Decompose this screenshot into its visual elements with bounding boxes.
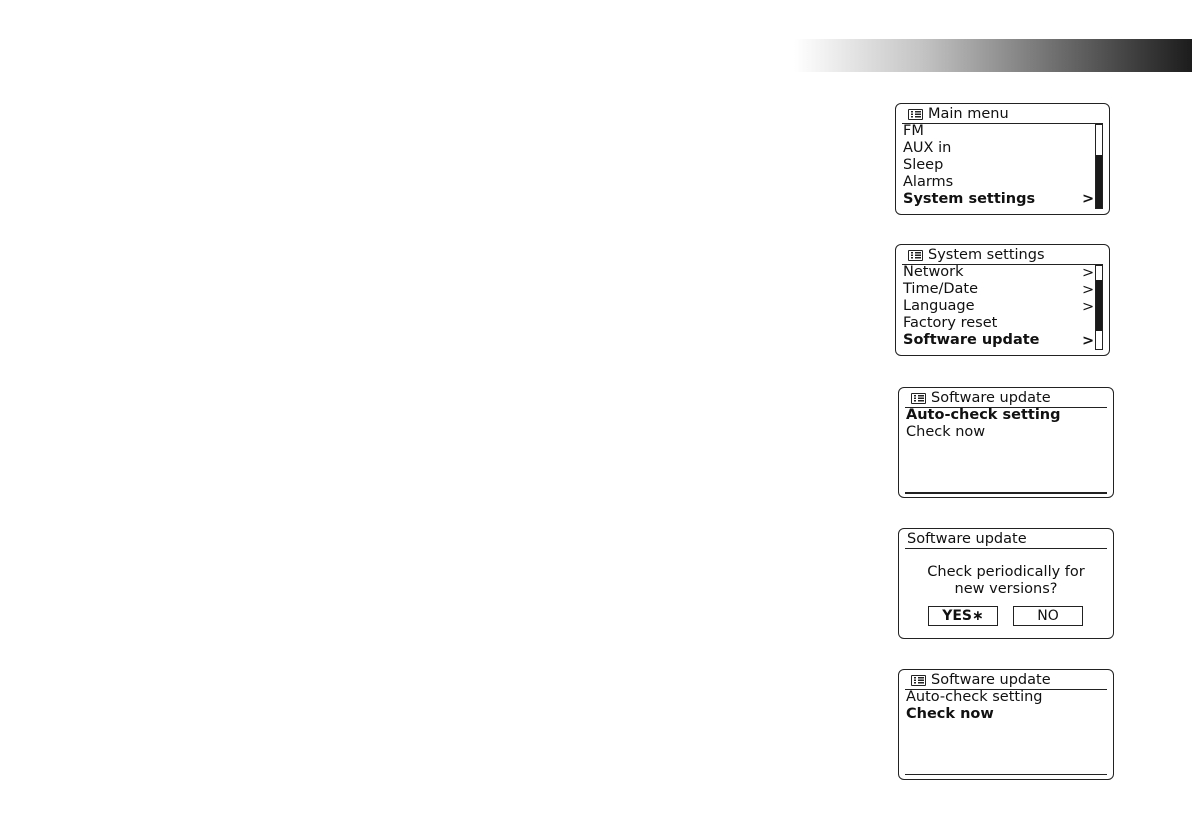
menu-item-aux-in[interactable]: AUX in — [903, 140, 952, 156]
scrollbar[interactable] — [1095, 265, 1103, 350]
software-update-arrow-icon: > — [1082, 333, 1095, 349]
software-update-screen-auto-check — [898, 387, 1114, 498]
submenu-arrow-icon: > — [1082, 191, 1095, 207]
bottom-divider — [905, 774, 1107, 775]
screen-title-bar — [902, 105, 1103, 124]
auto-check-dialog-screen — [898, 528, 1114, 639]
main-menu-screen — [895, 103, 1110, 215]
screen-title: Main menu — [928, 105, 1009, 122]
menu-item-network[interactable]: Network — [903, 264, 964, 280]
menu-item-time-date[interactable]: Time/Date — [903, 281, 979, 297]
screen-title-bar — [905, 530, 1107, 549]
menu-item-check-now[interactable]: Check now — [906, 706, 994, 722]
screen-title: Software update — [931, 389, 1051, 406]
scroll-thumb[interactable] — [1096, 155, 1102, 208]
menu-item-system-settings[interactable]: System settings — [903, 191, 1036, 207]
menu-item-alarms[interactable]: Alarms — [903, 174, 954, 190]
scroll-thumb[interactable] — [1096, 280, 1102, 331]
system-settings-screen — [895, 244, 1110, 356]
menu-item-auto-check-setting[interactable]: Auto-check setting — [906, 689, 1043, 705]
no-button[interactable]: NO — [1013, 606, 1083, 626]
screen-title: Software update — [907, 530, 1027, 547]
screen-title-bar — [905, 389, 1107, 408]
menu-list-icon — [908, 250, 923, 261]
screen-title-bar — [905, 671, 1107, 690]
menu-item-language[interactable]: Language — [903, 298, 975, 314]
menu-item-auto-check-setting[interactable]: Auto-check setting — [906, 407, 1061, 423]
question-line-1: Check periodically for — [927, 564, 1085, 580]
question-line-2: new versions? — [954, 581, 1058, 597]
screen-title-bar — [902, 246, 1103, 265]
menu-list — [906, 689, 1043, 723]
menu-item-software-update[interactable]: Software update — [903, 332, 1040, 348]
time-date-arrow-icon: > — [1082, 282, 1095, 298]
menu-item-check-now[interactable]: Check now — [906, 424, 986, 440]
menu-list — [906, 407, 1061, 441]
language-arrow-icon: > — [1082, 299, 1095, 315]
yes-button[interactable]: YES∗ — [928, 606, 998, 626]
menu-list-icon — [908, 109, 923, 120]
software-update-screen-check-now — [898, 669, 1114, 780]
header-gradient-bar — [794, 39, 1192, 72]
network-arrow-icon: > — [1082, 265, 1095, 281]
menu-item-factory-reset[interactable]: Factory reset — [903, 315, 998, 331]
screen-title: System settings — [928, 246, 1045, 263]
bottom-divider — [905, 492, 1107, 494]
menu-item-sleep[interactable]: Sleep — [903, 157, 944, 173]
menu-item-fm[interactable]: FM — [903, 123, 924, 139]
dialog-question — [899, 564, 1113, 598]
scrollbar[interactable] — [1095, 124, 1103, 209]
screen-title: Software update — [931, 671, 1051, 688]
menu-list-icon — [911, 675, 926, 686]
menu-list — [903, 264, 1040, 349]
menu-list — [903, 123, 1035, 208]
menu-list-icon — [911, 393, 926, 404]
